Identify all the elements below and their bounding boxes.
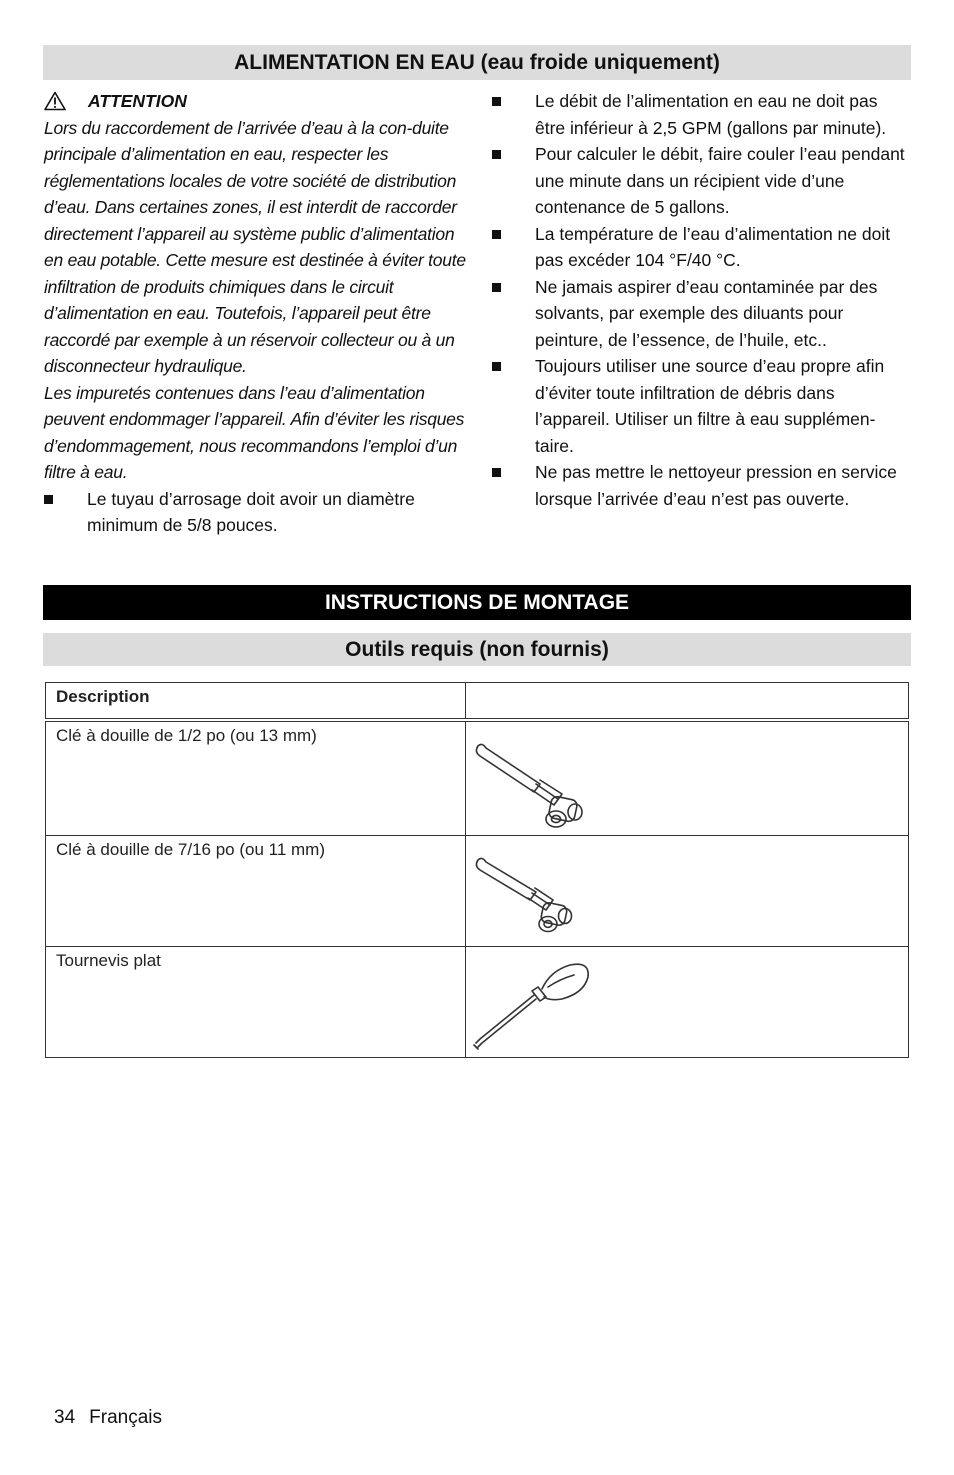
- table-row: [46, 720, 909, 836]
- list-item-text: Ne jamais aspirer d’eau contaminée par des solvants, par exemple des diluants pour peinture, de l’essence, de l’huile, etc..: [535, 276, 878, 350]
- section-subtitle-tools: Outils requis (non fournis): [43, 633, 911, 666]
- bullet-square-icon: [492, 230, 501, 239]
- socket-wrench-icon: [470, 734, 600, 834]
- bullet-square-icon: [492, 468, 501, 477]
- list-item: [492, 221, 912, 274]
- section-title-water-supply: ALIMENTATION EN EAU (eau froide uniquement): [43, 45, 911, 80]
- bullet-square-icon: [492, 362, 501, 371]
- bullet-square-icon: [492, 150, 501, 159]
- table-header-image: [466, 683, 909, 720]
- flat-screwdriver-icon: [470, 959, 600, 1059]
- bullet-square-icon: [492, 97, 501, 106]
- bullet-square-icon: [492, 283, 501, 292]
- table-header-row: [46, 683, 909, 720]
- warning-triangle-icon: [44, 91, 66, 111]
- socket-wrench-icon: [470, 848, 600, 948]
- footer-language: Français: [89, 1407, 162, 1428]
- tool-description: Clé à douille de 7/16 po (ou 11 mm): [46, 836, 466, 947]
- list-item-text: Pour calculer le débit, faire couler l’eau pendant une minute dans un récipient vide d’une contenance de 5 gallons.: [535, 144, 905, 217]
- table-header-description: Description: [46, 683, 466, 720]
- list-item-text: Toujours utiliser une source d’eau propre afin d’éviter toute infiltration de débris dans l’appareil. Utiliser un filtre à eau supplémen-taire.: [535, 356, 885, 456]
- tools-table: [45, 682, 909, 1058]
- list-item: [492, 353, 912, 459]
- right-bullet-list: [492, 88, 912, 512]
- right-column: [492, 88, 912, 512]
- list-item: [492, 459, 912, 512]
- tool-description: Tournevis plat: [46, 947, 466, 1058]
- list-item: [44, 486, 466, 539]
- list-item-text: Ne pas mettre le nettoyeur pression en service lorsque l’arrivée d’eau n’est pas ouverte.: [535, 462, 897, 509]
- attention-paragraph-2: Les impuretés contenues dans l’eau d’alimentation peuvent endommager l’appareil. Afin d’éviter les risques d’endommagement, nous recommandons l’emploi d’un filtre à eau.: [44, 382, 465, 482]
- table-row: [46, 947, 909, 1058]
- bullet-square-icon: [44, 495, 53, 504]
- tool-image-cell: [466, 720, 909, 836]
- list-item: [492, 88, 912, 141]
- left-column: [44, 88, 466, 539]
- section-title-assembly: INSTRUCTIONS DE MONTAGE: [43, 585, 911, 620]
- list-item-text: Le tuyau d’arrosage doit avoir un diamètre minimum de 5/8 pouces.: [87, 488, 415, 535]
- attention-paragraph-1: Lors du raccordement de l’arrivée d’eau à la con-duite principale d’alimentation en eau, respecter les réglementations locales de votre société de distribution d’eau. Dans certaines zones, il est interdit de raccorder directement l’appareil au système public d’alimentation en eau potable. Cette mesure est destinée à éviter toute infiltration de produits chimiques dans le circuit d’alimentation en eau. Toutefois, l’appareil peut être raccordé par exemple à un réservoir collecteur ou à un disconnecteur hydraulique.: [44, 117, 466, 376]
- tool-image-cell: [466, 947, 909, 1058]
- left-bullet-list: [44, 486, 466, 539]
- list-item: [492, 274, 912, 354]
- tool-description: Clé à douille de 1/2 po (ou 13 mm): [46, 720, 466, 836]
- list-item: [492, 141, 912, 221]
- list-item-text: La température de l’eau d’alimentation ne doit pas excéder 104 °F/40 °C.: [535, 223, 891, 270]
- attention-label: ATTENTION: [88, 91, 187, 111]
- table-row: [46, 836, 909, 947]
- tool-image-cell: [466, 836, 909, 947]
- page-number: 34: [54, 1407, 76, 1428]
- list-item-text: Le débit de l’alimentation en eau ne doit pas être inférieur à 2,5 GPM (gallons par minute).: [535, 91, 887, 138]
- page-footer: [54, 1407, 162, 1429]
- attention-heading: [44, 88, 466, 115]
